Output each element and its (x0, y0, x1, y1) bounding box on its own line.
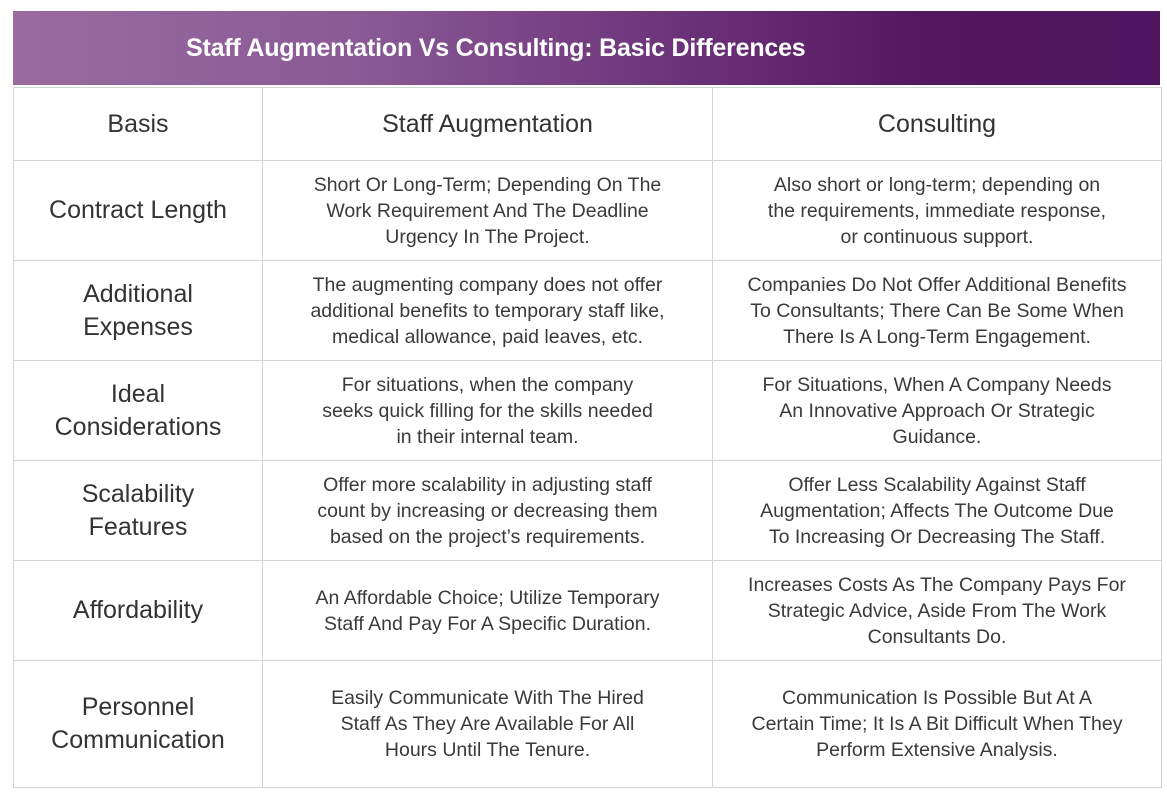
consulting-cell: Communication Is Possible But At A Certain Time; It Is A Bit Difficult When They Perform Extensive Analysis. (713, 661, 1162, 788)
comparison-table (13, 87, 1162, 788)
header-basis: Basis (14, 88, 263, 161)
basis-cell: Scalability Features (14, 461, 263, 561)
consulting-cell: For Situations, When A Company Needs An Innovative Approach Or Strategic Guidance. (713, 361, 1162, 461)
consulting-cell: Companies Do Not Offer Additional Benefits To Consultants; There Can Be Some When There Is A Long-Term Engagement. (713, 261, 1162, 361)
table-row (14, 461, 1162, 561)
table-row (14, 161, 1162, 261)
basis-cell: Contract Length (14, 161, 263, 261)
table-row (14, 661, 1162, 788)
basis-cell: Affordability (14, 561, 263, 661)
basis-cell: Personnel Communication (14, 661, 263, 788)
header-consulting: Consulting (713, 88, 1162, 161)
table-row (14, 561, 1162, 661)
consulting-cell: Also short or long-term; depending on the requirements, immediate response, or continuous support. (713, 161, 1162, 261)
basis-cell: Ideal Considerations (14, 361, 263, 461)
staff-cell: The augmenting company does not offer additional benefits to temporary staff like, medical allowance, paid leaves, etc. (263, 261, 713, 361)
header-staff-augmentation: Staff Augmentation (263, 88, 713, 161)
consulting-cell: Offer Less Scalability Against Staff Augmentation; Affects The Outcome Due To Increasing Or Decreasing The Staff. (713, 461, 1162, 561)
title-banner (13, 11, 1160, 85)
table-row (14, 361, 1162, 461)
staff-cell: Offer more scalability in adjusting staff count by increasing or decreasing them based on the project’s requirements. (263, 461, 713, 561)
header-row (14, 88, 1162, 161)
staff-cell: Short Or Long-Term; Depending On The Work Requirement And The Deadline Urgency In The Project. (263, 161, 713, 261)
staff-cell: Easily Communicate With The Hired Staff As They Are Available For All Hours Until The Tenure. (263, 661, 713, 788)
basis-cell: Additional Expenses (14, 261, 263, 361)
staff-cell: An Affordable Choice; Utilize Temporary Staff And Pay For A Specific Duration. (263, 561, 713, 661)
page-title: Staff Augmentation Vs Consulting: Basic Differences (186, 33, 806, 62)
table-row (14, 261, 1162, 361)
staff-cell: For situations, when the company seeks quick filling for the skills needed in their internal team. (263, 361, 713, 461)
consulting-cell: Increases Costs As The Company Pays For Strategic Advice, Aside From The Work Consultants Do. (713, 561, 1162, 661)
